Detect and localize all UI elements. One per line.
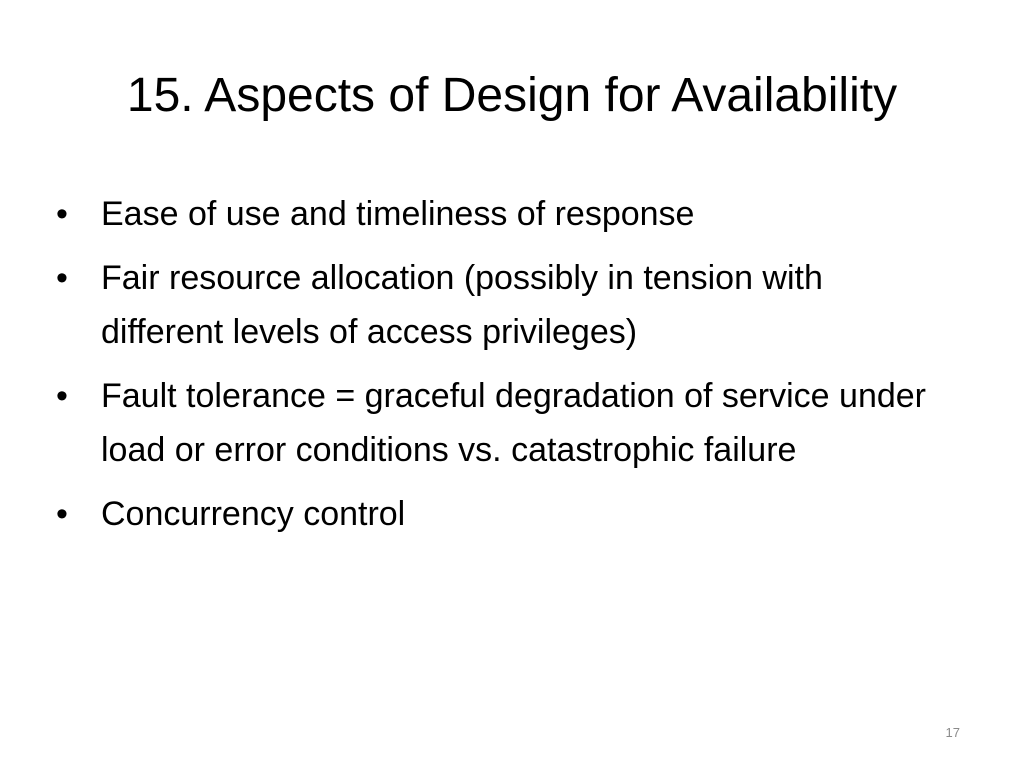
bullet-text: Fault tolerance = graceful degradation of service under load or error conditions vs. catastrophic failure <box>101 377 926 469</box>
list-item <box>56 187 936 241</box>
bullet-icon: • <box>56 259 68 297</box>
slide-title: 15. Aspects of Design for Availability <box>126 69 898 122</box>
bullet-text: Fair resource allocation (possibly in tension with different levels of access privileges) <box>101 259 823 351</box>
list-item <box>56 487 936 541</box>
bullet-list <box>56 187 936 551</box>
bullet-text: Ease of use and timeliness of response <box>101 195 695 233</box>
bullet-text: Concurrency control <box>101 495 406 533</box>
page-number: 17 <box>945 725 960 740</box>
bullet-icon: • <box>56 495 68 533</box>
list-item <box>56 251 936 359</box>
list-item <box>56 369 936 477</box>
bullet-icon: • <box>56 195 68 233</box>
bullet-icon: • <box>56 377 68 415</box>
